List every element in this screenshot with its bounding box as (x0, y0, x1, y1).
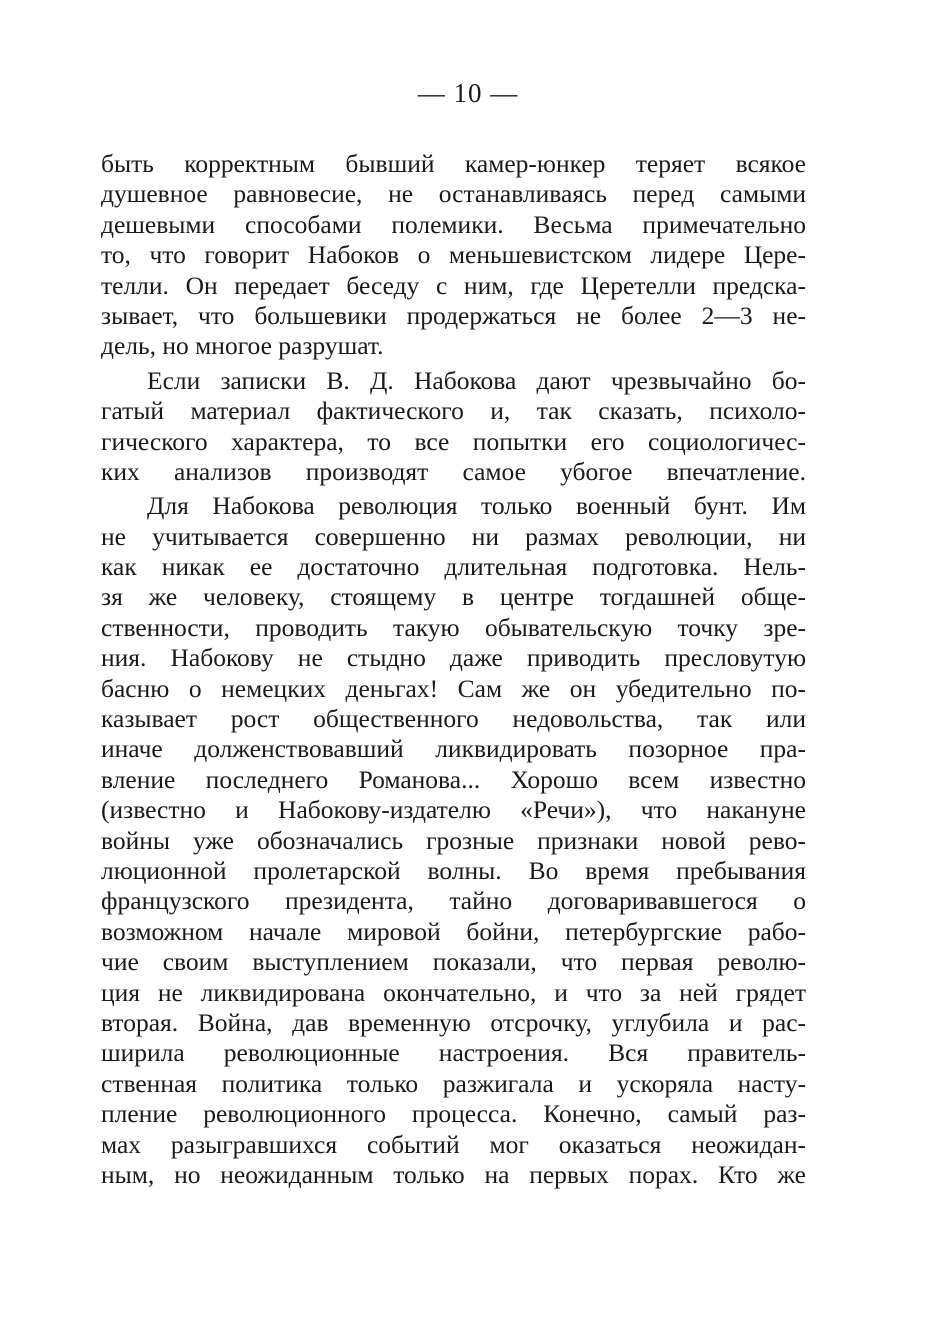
text-line: ственности, проводить такую обывательскую точку зре- (101, 612, 806, 642)
paragraph-3 (101, 491, 806, 1190)
text-line: иначе долженствовавший ликвидировать позорное пра- (101, 734, 806, 764)
text-line: дель, но многое разрушат. (101, 331, 384, 361)
text-line: пление революционного процесса. Конечно, самый раз- (101, 1099, 806, 1129)
text-line: Если записки В. Д. Набокова дают чрезвычайно бо- (147, 365, 806, 395)
text-line: ственная политика только разжигала и ускоряла насту- (101, 1068, 806, 1098)
text-line: французского президента, тайно договаривавшегося о (101, 886, 806, 916)
body-text (101, 149, 806, 1190)
text-line: мах разыгравшихся событий мог оказаться неожидан- (101, 1129, 806, 1159)
text-line: как никак ее достаточно длительная подготовка. Нель- (101, 552, 806, 582)
text-line: Для Набокова революция только военный бунт. Им (147, 491, 806, 521)
text-line: дешевыми способами полемики. Весьма примечательно (101, 209, 806, 239)
text-line: гического характера, то все попытки его социологичес- (101, 426, 806, 456)
text-line: басню о немецких деньгах! Сам же он убедительно по- (101, 673, 806, 703)
text-line: ным, но неожиданным только на первых порах. Кто же (101, 1159, 806, 1189)
page-number: — 10 — (417, 78, 519, 108)
text-line: казывает рост общественного недовольства, так или (101, 704, 806, 734)
text-line: быть корректным бывший камер-юнкер теряет всякое (101, 149, 806, 178)
text-line: вторая. Война, дав временную отсрочку, углубила и рас- (101, 1007, 806, 1037)
paragraph-2 (101, 366, 806, 488)
text-line: зывает, что большевики продержаться не более 2—3 не- (101, 300, 806, 330)
text-line: чие своим выступлением показали, что первая револю- (101, 947, 806, 977)
text-line: не учитывается совершенно ни размах революции, ни (101, 521, 806, 551)
text-line: ния. Набокову не стыдно даже приводить пресловутую (101, 643, 806, 673)
text-line: ких анализов производят самое убогое впечатление. (101, 456, 806, 486)
text-line: возможном начале мировой бойни, петербургские рабо- (101, 916, 806, 946)
text-line: ция не ликвидирована окончательно, и что за ней грядет (101, 977, 806, 1007)
text-line: вление последнего Романова... Хорошо всем известно (101, 764, 806, 794)
text-line: зя же человеку, стоящему в центре тогдашней обще- (101, 582, 806, 612)
text-line: душевное равновесие, не останавливаясь перед самыми (101, 179, 806, 209)
text-line: гатый материал фактического и, так сказать, психоло- (101, 396, 806, 426)
text-line: (известно и Набокову-издателю «Речи»), что накануне (101, 795, 806, 825)
text-line: ширила революционные настроения. Вся правитель- (101, 1038, 806, 1068)
text-line: люционной пролетарской волны. Во время пребывания (101, 855, 806, 885)
text-line: войны уже обозначались грозные признаки новой рево- (101, 825, 806, 855)
paragraph-1 (101, 149, 806, 362)
text-line: телли. Он передает беседу с ним, где Церетелли предска- (101, 270, 806, 300)
text-line: то, что говорит Набоков о меньшевистском лидере Цере- (101, 240, 806, 270)
